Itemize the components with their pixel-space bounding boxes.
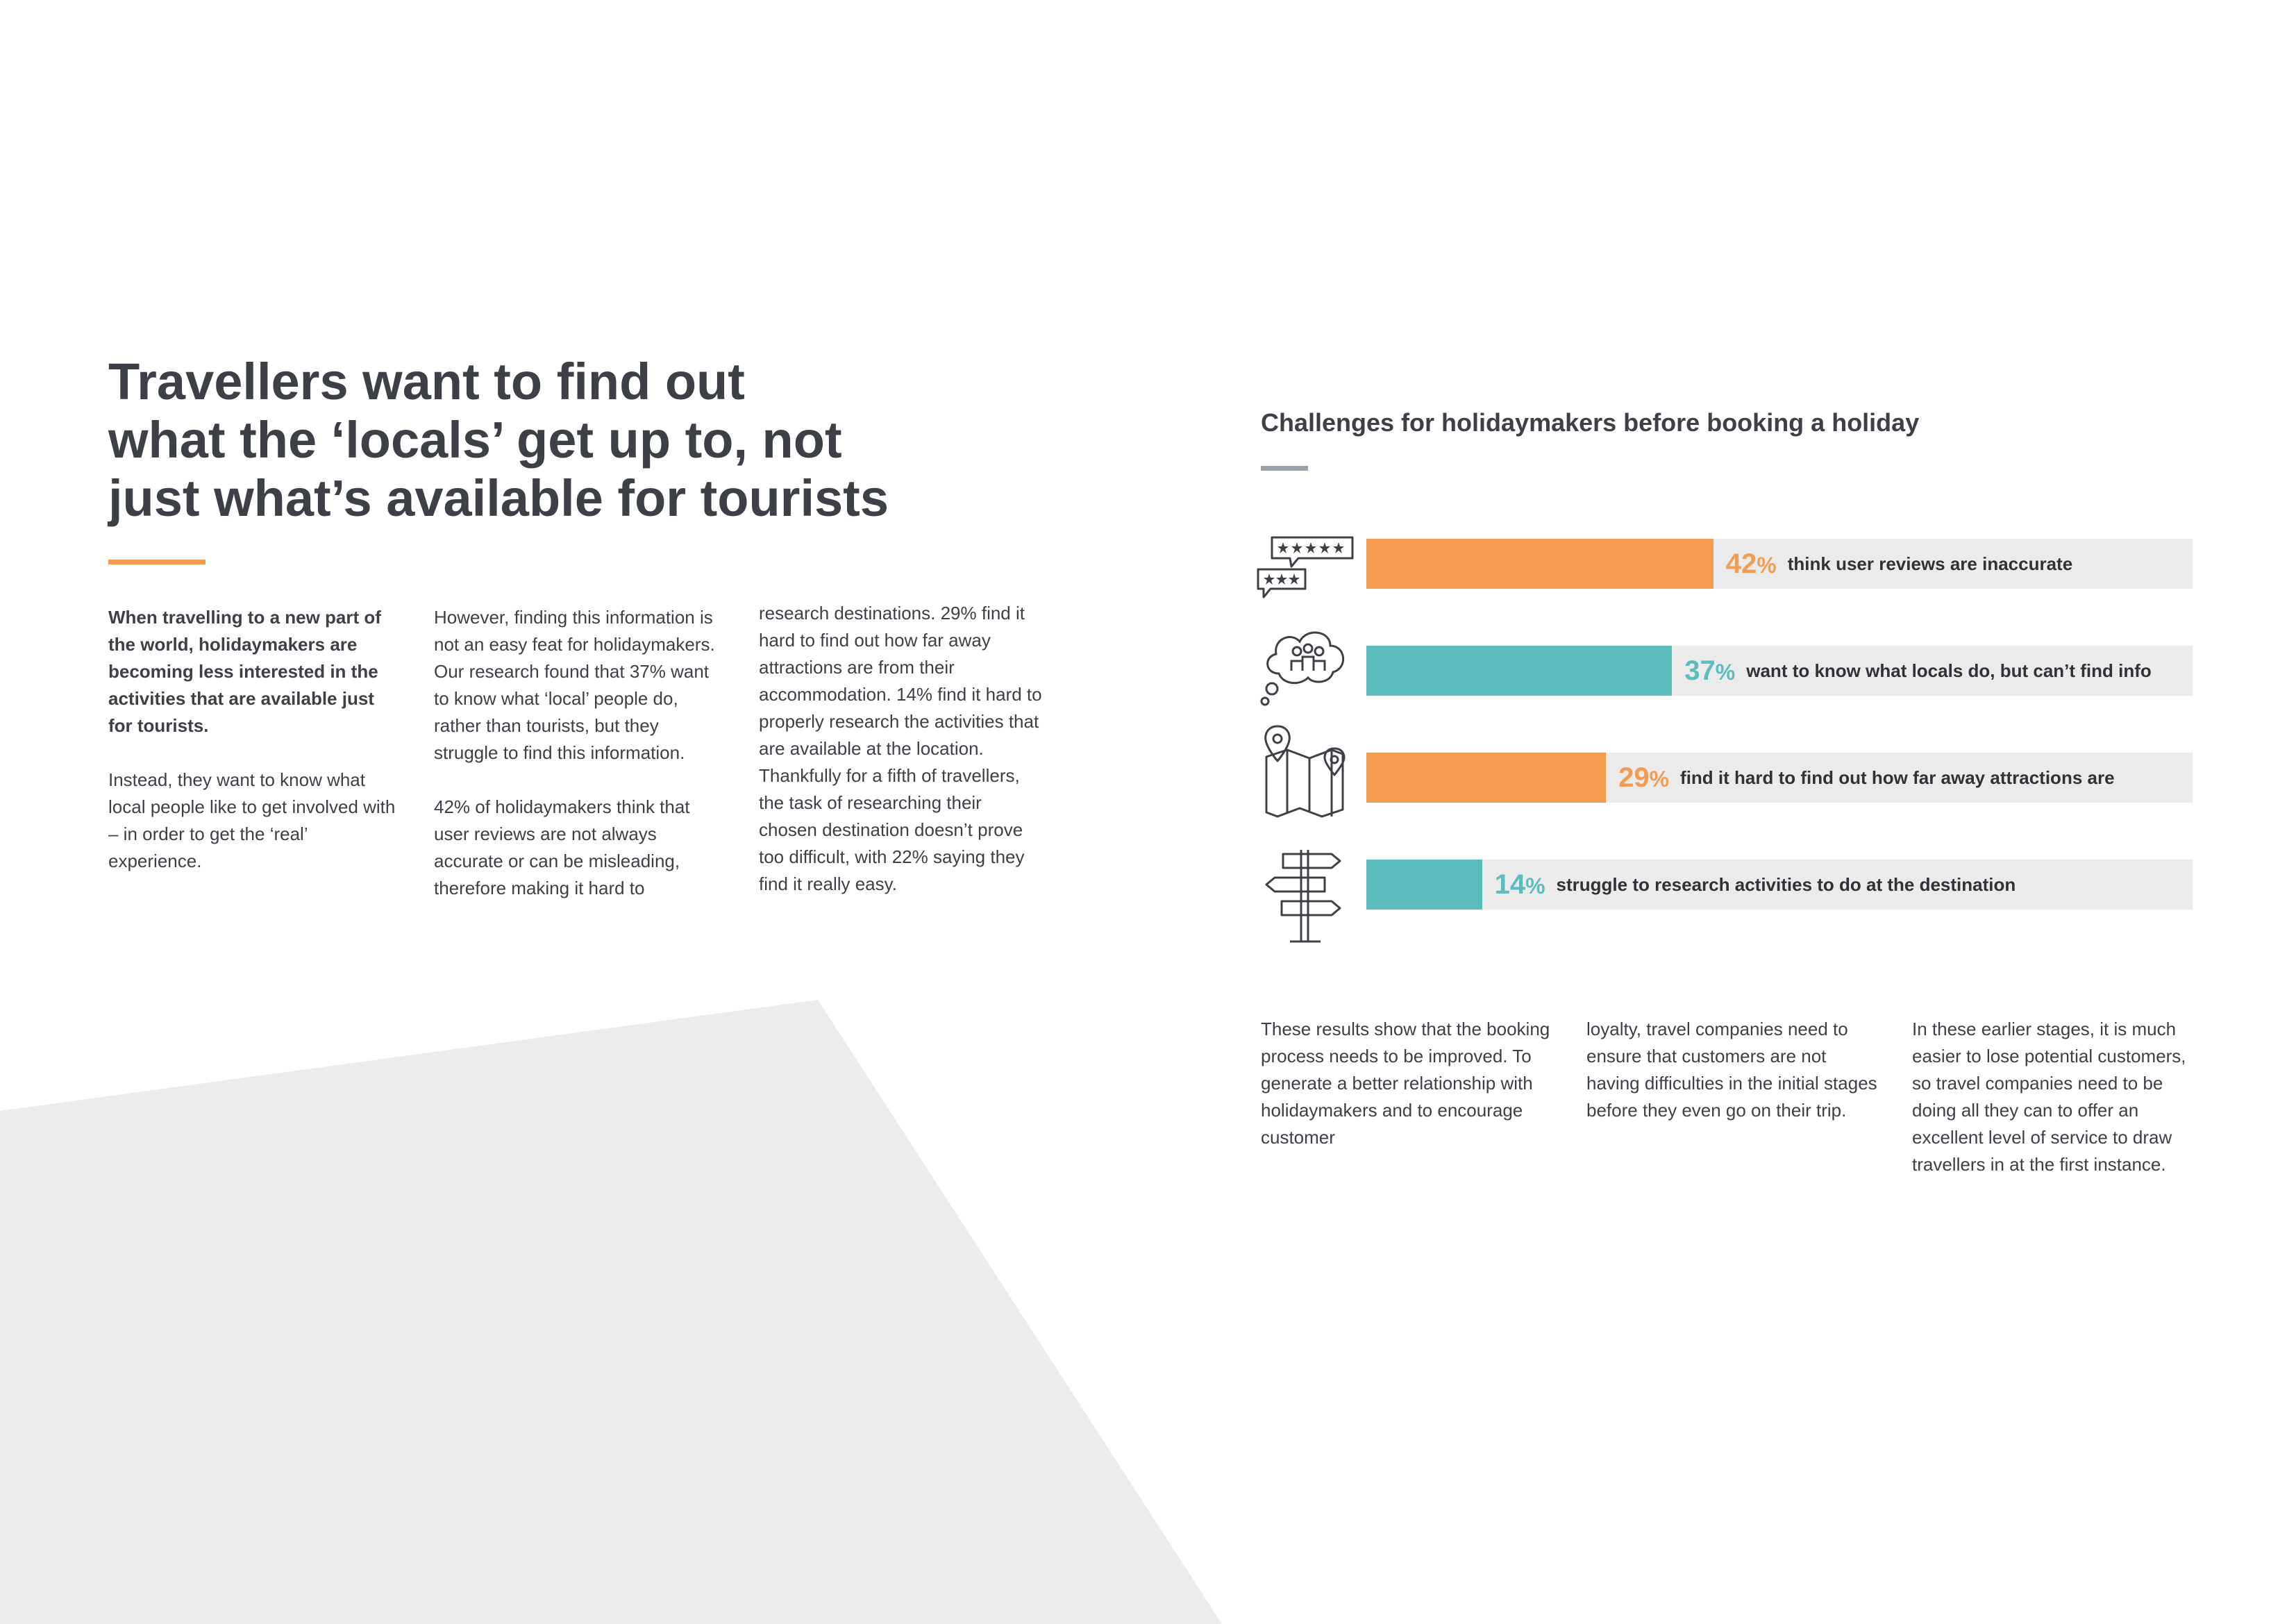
intro-paragraph: However, finding this information is not an easy feat for holidaymakers. Our research found that 37% want to know what ‘local’ people do, rather than tourists, but they struggle to find this information. bbox=[434, 607, 715, 763]
data-label-unit: % bbox=[1649, 766, 1670, 792]
intro-column-3 bbox=[759, 600, 1044, 925]
category-label: find it hard to find out how far away attractions are bbox=[1680, 767, 2115, 788]
intro-paragraph: 42% of holidaymakers think that user reviews are not always accurate or can be misleading, therefore making it hard to bbox=[434, 796, 690, 898]
bar-track bbox=[1366, 539, 2193, 589]
intro-column-2 bbox=[434, 604, 726, 929]
category-label: think user reviews are inaccurate bbox=[1787, 553, 2073, 574]
data-label bbox=[1684, 655, 1735, 687]
conclusion-column-2 bbox=[1586, 1016, 1878, 1151]
intro-paragraph: research destinations. 29% find it hard to find out how far away attractions are from their accommodation. 14% find it hard to properly research the activities that are available at the location. Thankfully for a fifth of travellers, the task of researching their chosen destination doesn’t prove too difficult, with 22% saying they find it really easy. bbox=[759, 603, 1042, 894]
data-label bbox=[1618, 762, 1669, 794]
data-label-value: 37 bbox=[1684, 655, 1716, 686]
category-label: struggle to research activities to do at the destination bbox=[1556, 873, 2016, 895]
bar-track bbox=[1366, 753, 2193, 803]
headline-line-3: just what’s available for tourists bbox=[108, 469, 889, 527]
data-label bbox=[1726, 549, 1777, 580]
data-label-value: 14 bbox=[1494, 869, 1526, 900]
intro-paragraph: Instead, they want to know what local people like to get involved with – in order to get the ‘real’ experience. bbox=[108, 769, 396, 871]
bar bbox=[1366, 646, 1672, 696]
bar-track bbox=[1366, 860, 2193, 910]
page-headline bbox=[108, 353, 1080, 528]
map-pins-icon bbox=[1259, 722, 1357, 819]
star-reviews-icon bbox=[1255, 535, 1359, 604]
intro-column-1 bbox=[108, 604, 400, 902]
data-label-unit: % bbox=[1525, 873, 1545, 898]
bar-label bbox=[1618, 753, 2114, 803]
intro-lead-paragraph: When travelling to a new part of the world, holidaymakers are becoming less interested in the activities that are available just for tourists. bbox=[108, 607, 381, 736]
headline-accent-rule bbox=[108, 560, 206, 564]
chart-title-rule bbox=[1261, 466, 1308, 471]
data-label-value: 42 bbox=[1725, 548, 1757, 579]
conclusion-paragraph: In these earlier stages, it is much easier to lose potential customers, so travel companies need to be doing all they can to offer an excellent level of service to draw travellers in at the first instance. bbox=[1912, 1019, 2186, 1175]
bar-label bbox=[1726, 539, 2072, 589]
signpost-icon bbox=[1262, 840, 1346, 944]
thought-bubble-people-icon bbox=[1258, 625, 1355, 708]
data-label-value: 29 bbox=[1618, 762, 1650, 793]
bar bbox=[1366, 860, 1482, 910]
conclusion-column-1 bbox=[1261, 1016, 1552, 1178]
bar-track bbox=[1366, 646, 2193, 696]
bar-label bbox=[1495, 860, 2016, 910]
category-label: want to know what locals do, but can’t find info bbox=[1746, 660, 2152, 681]
conclusion-paragraph: loyalty, travel companies need to ensure that customers are not having difficulties in the initial stages before they even go on their trip. bbox=[1586, 1019, 1877, 1121]
headline-line-1: Travellers want to find out bbox=[108, 353, 745, 410]
headline-line-2: what the ‘locals’ get up to, not bbox=[108, 411, 842, 469]
data-label-unit: % bbox=[1757, 552, 1777, 578]
data-label bbox=[1495, 869, 1545, 901]
conclusion-paragraph: These results show that the booking process needs to be improved. To generate a better relationship with holidaymakers and to encourage customer bbox=[1261, 1019, 1550, 1148]
conclusion-column-3 bbox=[1912, 1016, 2204, 1205]
bar bbox=[1366, 753, 1606, 803]
bar bbox=[1366, 539, 1713, 589]
chart-title: Challenges for holidaymakers before booking a holiday bbox=[1261, 408, 1920, 437]
bar-label bbox=[1684, 646, 2152, 696]
data-label-unit: % bbox=[1715, 659, 1736, 685]
